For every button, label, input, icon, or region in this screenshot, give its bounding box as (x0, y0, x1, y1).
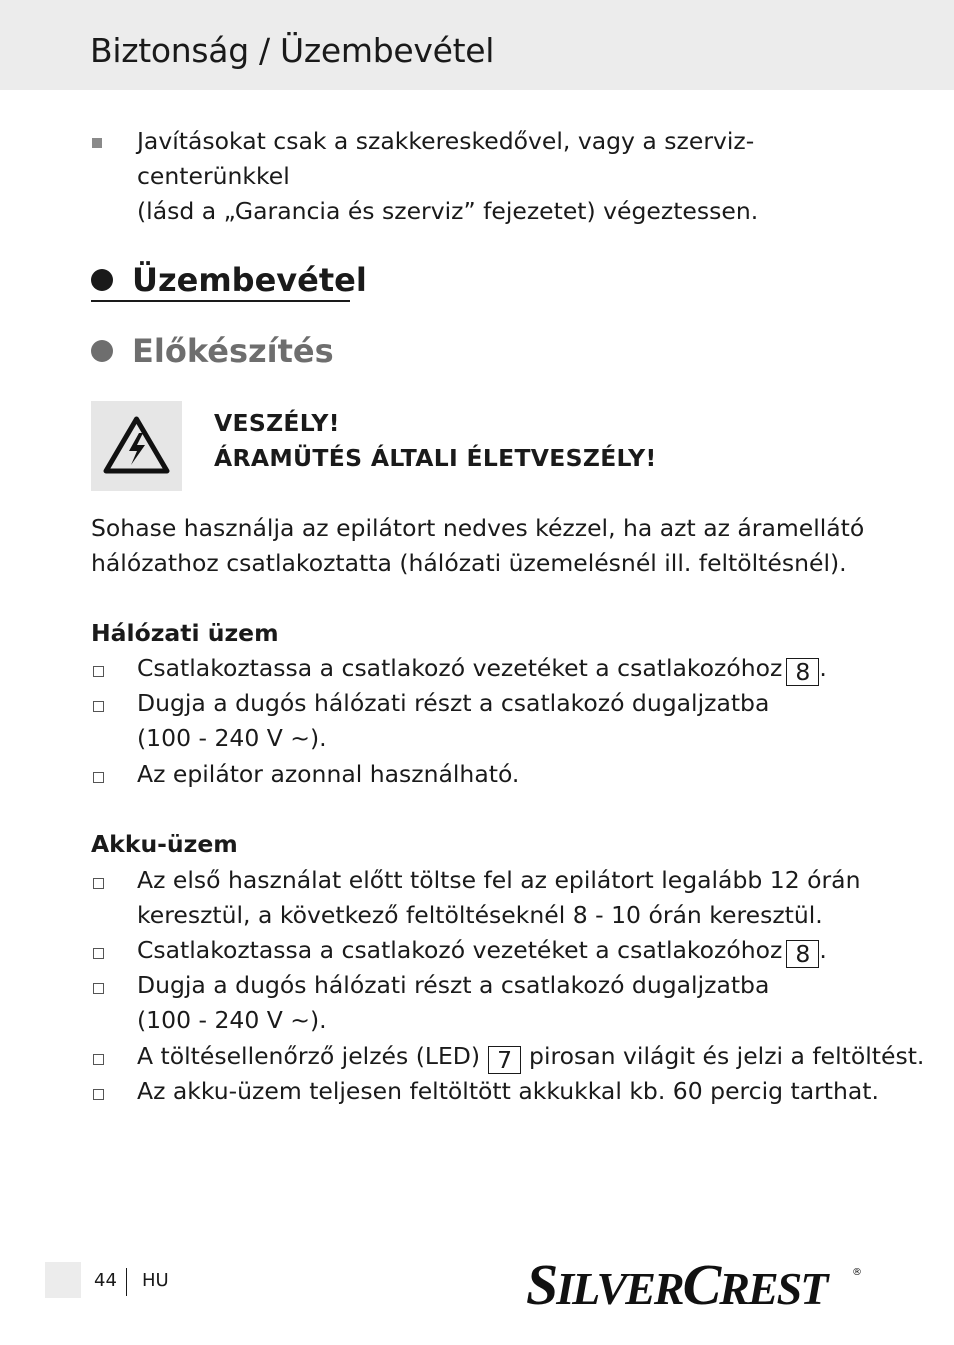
section-heading-underline (91, 300, 350, 302)
intro-line-1: Javításokat csak a szakkereskedővel, vagy a szerviz-centerünkkel (137, 127, 755, 190)
battery-step-1-line-2: keresztül, a következő feltöltéseknél 8 - 10 órán keresztül. (137, 901, 823, 929)
footer-divider (126, 1268, 127, 1296)
battery-step-3-line-1: Dugja a dugós hálózati részt a csatlakozó dugaljzatba (137, 971, 770, 999)
step-checkbox-bullet (93, 701, 104, 712)
heading-bullet-dot (91, 269, 113, 291)
warning-title-2: ÁRAMÜTÉS ÁLTALI ÉLETVESZÉLY! (214, 444, 657, 472)
step-checkbox-bullet (93, 1054, 104, 1065)
step-checkbox-bullet (93, 878, 104, 889)
mains-step-1-end: . (819, 654, 827, 682)
battery-step-4 (137, 1042, 925, 1074)
page-number: 44 (94, 1270, 117, 1291)
warning-body-line-2: hálózathoz csatlakoztatta (hálózati üzemelésnél ill. feltöltésnél). (91, 549, 847, 577)
battery-step-4-post: pirosan világit és jelzi a feltöltést. (529, 1042, 925, 1070)
mains-step-1 (137, 654, 827, 686)
mains-step-2-line-2: (100 - 240 V ~). (137, 724, 327, 752)
registered-mark: ® (852, 1267, 862, 1278)
mains-step-2-line-1: Dugja a dugós hálózati részt a csatlakozó dugaljzatba (137, 689, 770, 717)
electric-shock-warning-icon (91, 401, 182, 491)
battery-step-2 (137, 936, 827, 968)
battery-step-5: Az akku-üzem teljesen feltöltött akkukkal kb. 60 percig tarthat. (137, 1077, 879, 1105)
step-checkbox-bullet (93, 983, 104, 994)
heading-bullet-dot (91, 340, 113, 362)
bullet-square (92, 138, 102, 148)
ref-number-box: 8 (786, 658, 819, 686)
battery-step-2-end: . (819, 936, 827, 964)
step-checkbox-bullet (93, 1089, 104, 1100)
intro-paragraph (137, 124, 897, 229)
ref-number-box: 8 (786, 940, 819, 968)
warning-body-line-1: Sohase használja az epilátort nedves kézzel, ha azt az áramellátó (91, 514, 865, 542)
subheading-mains: Hálózati üzem (91, 619, 279, 647)
step-checkbox-bullet (93, 666, 104, 677)
page-title: Biztonság / Üzembevétel (90, 31, 495, 70)
section-heading-elokeszites: Előkészítés (132, 332, 334, 370)
logo-letter-c: C (682, 1252, 720, 1317)
battery-step-3-line-2: (100 - 240 V ~). (137, 1006, 327, 1034)
battery-step-2-text: Csatlakoztassa a csatlakozó vezetéket a csatlakozóhoz (137, 936, 783, 964)
battery-step-4-pre: A töltésellenőrző jelzés (LED) (137, 1042, 481, 1070)
warning-body (91, 511, 891, 581)
mains-step-1-text: Csatlakoztassa a csatlakozó vezetéket a csatlakozóhoz (137, 654, 783, 682)
warning-title-1: VESZÉLY! (214, 409, 340, 437)
step-checkbox-bullet (93, 772, 104, 783)
warning-icon-box (91, 401, 182, 491)
ref-number-box: 7 (488, 1046, 521, 1074)
logo-rest: REST (719, 1263, 827, 1314)
logo-letter-s: S (526, 1252, 557, 1317)
logo-ilver: ILVER (556, 1263, 683, 1314)
language-code: HU (142, 1270, 169, 1291)
step-checkbox-bullet (93, 948, 104, 959)
silvercrest-logo (526, 1252, 827, 1317)
section-heading-uzembevetel: Üzembevétel (132, 261, 367, 299)
mains-step-3: Az epilátor azonnal használható. (137, 760, 520, 788)
intro-line-2: (lásd a „Garancia és szerviz” fejezetet) végeztessen. (137, 197, 759, 225)
subheading-battery: Akku-üzem (91, 830, 238, 858)
battery-step-1-line-1: Az első használat előtt töltse fel az epilátort legalább 12 órán (137, 866, 861, 894)
footer-page-marker (45, 1262, 81, 1298)
